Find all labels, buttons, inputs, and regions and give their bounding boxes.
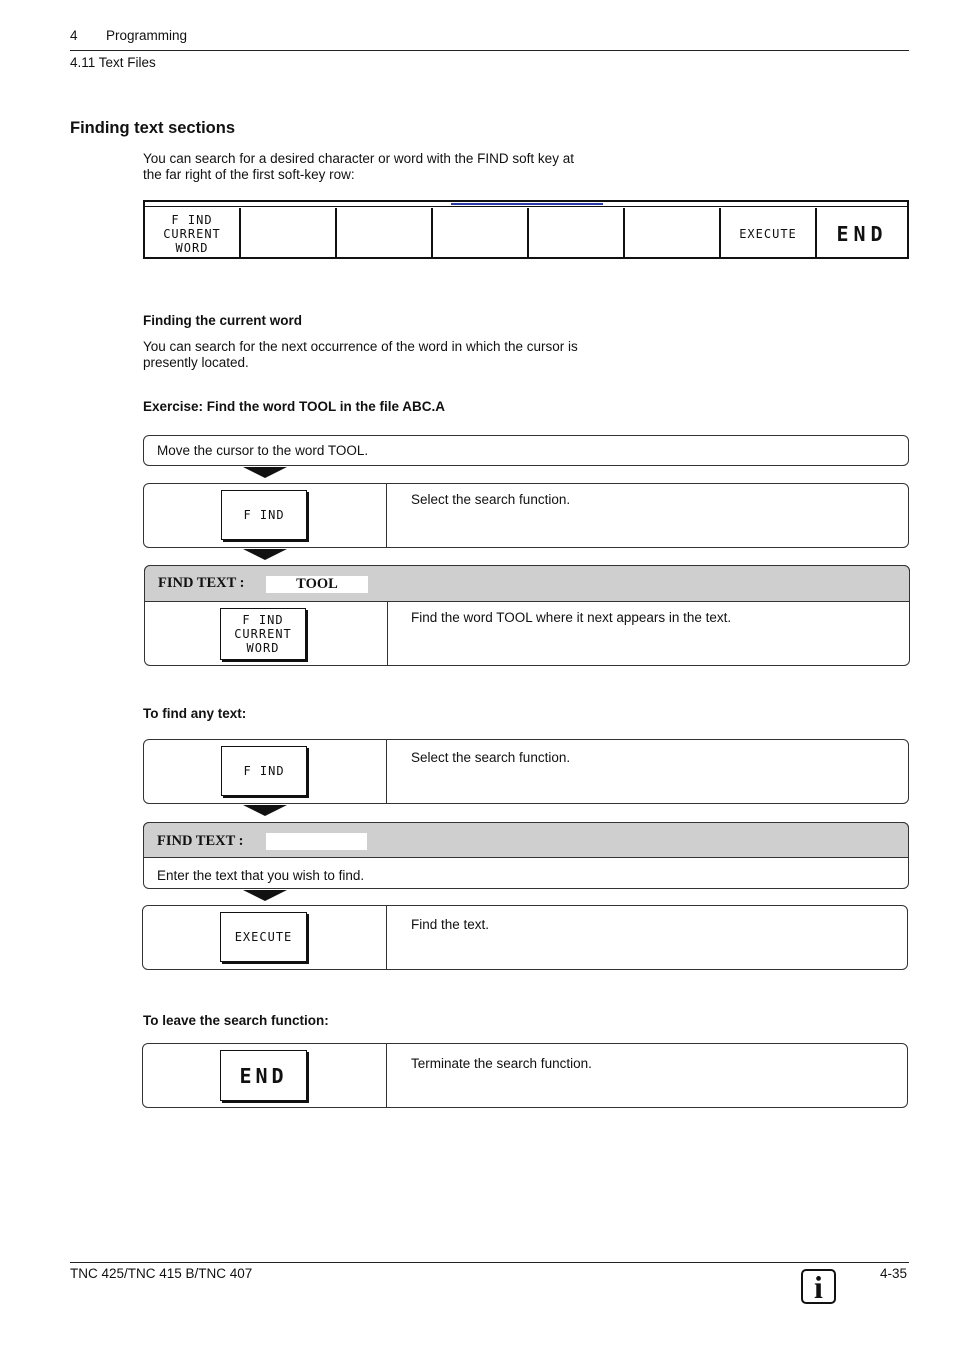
info-icon-glyph: i [814,1268,823,1305]
softkey-label: END [836,221,888,246]
step-divider [386,740,387,803]
footer-page-number: 4-35 [880,1266,908,1281]
step-divider [387,602,388,665]
find-key-label: F IND [243,764,285,778]
flow-arrow-icon [243,467,287,478]
step-divider [386,484,387,547]
find-key[interactable] [221,490,307,540]
softkey-label: F IND CURRENT WORD [163,212,221,255]
find-text-field[interactable]: TOOL [266,576,368,593]
step-end-text: Terminate the search function. [411,1056,592,1071]
find-text-dialog [143,822,909,858]
find-text-dialog [144,565,910,602]
execute-key-label: EXECUTE [234,930,293,944]
chapter-title: Programming [106,28,188,43]
header-rule [70,50,909,51]
find-text-field[interactable] [266,833,367,850]
step-select-search [143,739,909,804]
current-word-text-2: presently located. [143,355,249,370]
find-text-label: FIND TEXT : [157,833,244,849]
flow-arrow-icon [243,890,287,901]
step-move-cursor [143,435,909,466]
intro-line-2: the far right of the first soft-key row: [143,167,355,182]
step-divider [386,906,387,969]
step-select-search-text: Select the search function. [411,750,571,765]
footer-rule [70,1262,909,1263]
step-select-find-text: Select the search function. [411,492,571,507]
softkey-label: EXECUTE [739,226,797,241]
softkey-empty-3[interactable] [335,208,431,259]
softkey-row-top-line [145,206,907,207]
execute-key[interactable] [220,912,307,962]
softkey-row [143,200,909,259]
info-icon [801,1269,836,1304]
find-current-word-key-label: F IND CURRENT WORD [234,613,292,655]
page-heading: Finding text sections [70,119,236,137]
step-enter-text-desc: Enter the text that you wish to find. [157,868,365,883]
flow-arrow-icon [243,805,287,816]
step-divider [386,1044,387,1107]
step-execute [142,905,908,970]
softkey-execute[interactable] [719,208,815,259]
find-current-word-key[interactable] [220,608,306,660]
step-execute-text: Find the text. [411,917,490,932]
step-move-cursor-text: Move the cursor to the word TOOL. [157,443,369,458]
find-key-label: F IND [243,508,285,522]
end-key-label: END [239,1063,288,1088]
softkey-empty-2[interactable] [239,208,335,259]
leave-heading: To leave the search function: [143,1013,329,1028]
flow-arrow-icon [243,549,287,560]
chapter-number: 4 [70,28,78,43]
step-select-find [143,483,909,548]
current-word-text-1: You can search for the next occurrence of the word in which the cursor is [143,339,578,354]
softkey-empty-4[interactable] [431,208,527,259]
exercise-heading: Exercise: Find the word TOOL in the file ABC.A [143,399,446,414]
softkey-empty-5[interactable] [527,208,623,259]
find-key[interactable] [221,746,307,796]
intro-line-1: You can search for a desired character or word with the FIND soft key at [143,151,574,166]
current-word-heading: Finding the current word [143,313,302,328]
softkey-empty-6[interactable] [623,208,719,259]
step-end [142,1043,908,1108]
footer-models: TNC 425/TNC 415 B/TNC 407 [70,1266,253,1281]
find-text-label: FIND TEXT : [158,575,245,591]
softkey-end[interactable] [815,208,907,259]
softkey-find-current-word[interactable] [145,208,239,259]
any-text-heading: To find any text: [143,706,247,721]
end-key[interactable] [220,1050,307,1101]
softkey-row-blue-marker [451,203,603,205]
step-find-current-word-text: Find the word TOOL where it next appears in the text. [411,610,732,625]
section-title: 4.11 Text Files [70,55,156,70]
